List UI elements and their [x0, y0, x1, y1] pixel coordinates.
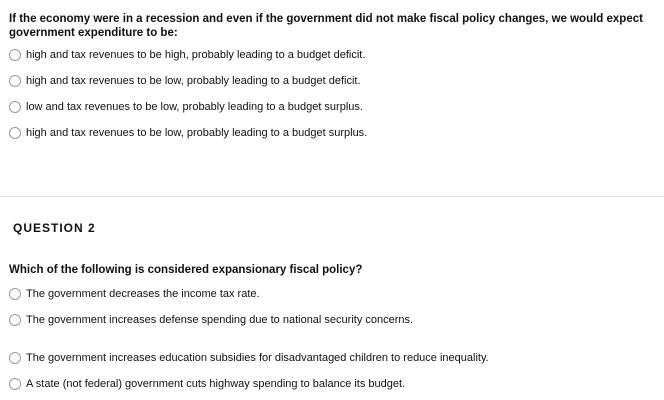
q1-option-1[interactable]: [9, 47, 365, 63]
q1-option-2-label: high and tax revenues to be low, probably leading to a budget deficit.: [26, 75, 361, 87]
q2-option-3-radio[interactable]: [9, 352, 21, 364]
q1-option-3-label: low and tax revenues to be low, probably leading to a budget surplus.: [26, 101, 363, 113]
q1-option-1-radio[interactable]: [9, 49, 21, 61]
question-2-heading: QUESTION 2: [13, 221, 96, 235]
q1-option-4-label: high and tax revenues to be low, probably leading to a budget surplus.: [26, 127, 368, 139]
q1-option-2[interactable]: [9, 73, 361, 89]
q1-option-4[interactable]: [9, 125, 367, 141]
q1-option-3-radio[interactable]: [9, 101, 21, 113]
q2-option-4[interactable]: [9, 376, 405, 392]
q1-option-1-label: high and tax revenues to be high, probably leading to a budget deficit.: [26, 49, 366, 61]
q2-option-2-radio[interactable]: [9, 314, 21, 326]
q1-option-4-radio[interactable]: [9, 127, 21, 139]
q1-option-3[interactable]: [9, 99, 363, 115]
q1-option-2-radio[interactable]: [9, 75, 21, 87]
q2-option-4-radio[interactable]: [9, 378, 21, 390]
q2-option-1[interactable]: [9, 286, 260, 302]
q2-option-4-label: A state (not federal) government cuts highway spending to balance its budget.: [26, 378, 406, 390]
q2-option-2-label: The government increases defense spending due to national security concerns.: [26, 314, 414, 326]
question-1-prompt: If the economy were in a recession and even if the government did not make fiscal policy changes, we would expect government expenditure to be:: [9, 13, 643, 39]
q2-option-1-radio[interactable]: [9, 288, 21, 300]
q2-option-2[interactable]: [9, 312, 413, 328]
question-2-prompt: Which of the following is considered expansionary fiscal policy?: [9, 264, 363, 276]
q2-option-1-label: The government decreases the income tax rate.: [26, 288, 260, 300]
q2-option-3-label: The government increases education subsidies for disadvantaged children to reduce inequality.: [26, 352, 489, 364]
q2-option-3[interactable]: [9, 350, 489, 366]
section-divider: [0, 196, 664, 197]
